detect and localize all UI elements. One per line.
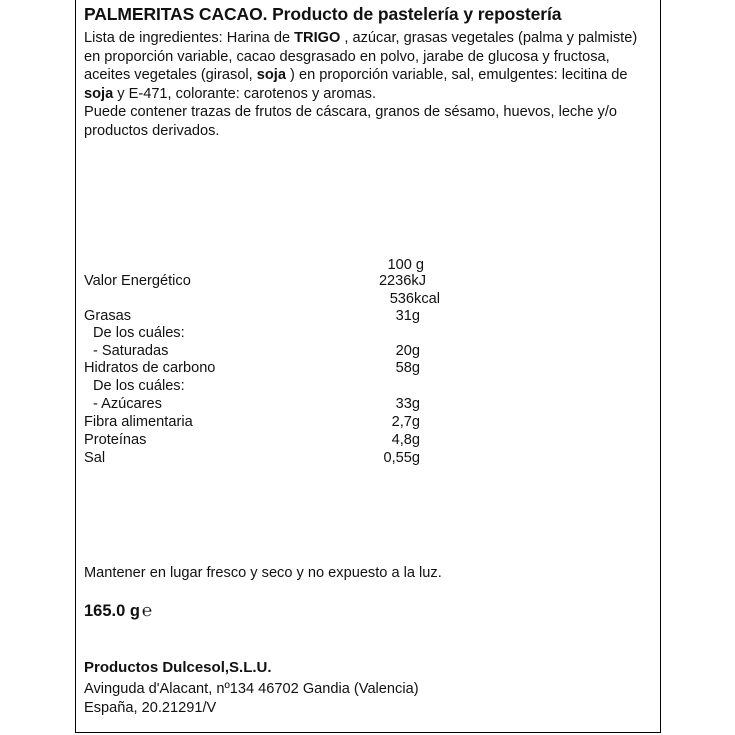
- nutrient-label: Grasas: [84, 308, 132, 324]
- net-weight: [84, 601, 152, 621]
- nutrient-value: 31g: [395, 308, 420, 324]
- allergen-soja-2: soja: [84, 85, 114, 102]
- nutrient-label: - Saturadas: [93, 343, 169, 359]
- nutrient-value: 2,7g: [391, 414, 420, 430]
- ingredients-part-3: ) en proporción variable, sal, emulgentes: lecitina de: [285, 67, 628, 84]
- ingredients-part-4: y E-471, colorante: carotenos y aromas.: [113, 85, 377, 102]
- nutrient-label: Sal: [84, 450, 106, 466]
- energy-label: Valor Energético: [84, 273, 191, 289]
- company-name: Productos Dulcesol,S.L.U.: [84, 659, 272, 676]
- allergen-soja-1: soja: [256, 67, 286, 84]
- nutrient-sublabel: De los cuáles:: [93, 325, 185, 341]
- nutrient-label: Fibra alimentaria: [84, 414, 193, 430]
- company-registry: España, 20.21291/V: [84, 700, 217, 716]
- nutrient-sublabel: De los cuáles:: [93, 378, 185, 394]
- nutrient-value: 4,8g: [391, 432, 420, 448]
- allergen-trigo: TRIGO: [294, 30, 341, 46]
- energy-kj: 2236kJ: [378, 273, 426, 289]
- nutrient-value: 0,55g: [383, 450, 420, 466]
- company-address: Avinguda d'Alacant, nº134 46702 Gandia (Valencia): [84, 681, 419, 697]
- ingredients-text: [84, 29, 644, 103]
- ingredients-block: [84, 29, 644, 141]
- traces-text: Puede contener trazas de frutos de cáscara, granos de sésamo, huevos, leche y/o productos derivados.: [84, 104, 617, 139]
- nutrient-value: 33g: [395, 396, 420, 412]
- nutrient-label: Hidratos de carbono: [84, 360, 216, 376]
- estimated-sign-icon: ℮: [141, 601, 153, 620]
- nutrient-label: Proteínas: [84, 432, 147, 448]
- nutrient-label: - Azúcares: [93, 396, 162, 412]
- nutrition-header: 100 g: [387, 257, 424, 273]
- nutrient-value: 58g: [395, 360, 420, 376]
- net-weight-value: 165.0 g: [84, 602, 140, 620]
- nutrient-value: 20g: [395, 343, 420, 359]
- product-title: PALMERITAS CACAO. Producto de pastelería y repostería: [84, 4, 562, 24]
- ingredients-part-2: , azúcar, grasas vegetales (palma y palmiste) en proporción variable, cacao desgrasado en polvo, jarabe de glucosa y fructosa, aceites vegetales (girasol,: [84, 30, 638, 84]
- energy-kcal: 536kcal: [389, 291, 440, 307]
- storage-instructions: Mantener en lugar fresco y seco y no expuesto a la luz.: [84, 565, 442, 581]
- ingredients-intro: Lista de ingredientes: Harina de: [84, 30, 295, 46]
